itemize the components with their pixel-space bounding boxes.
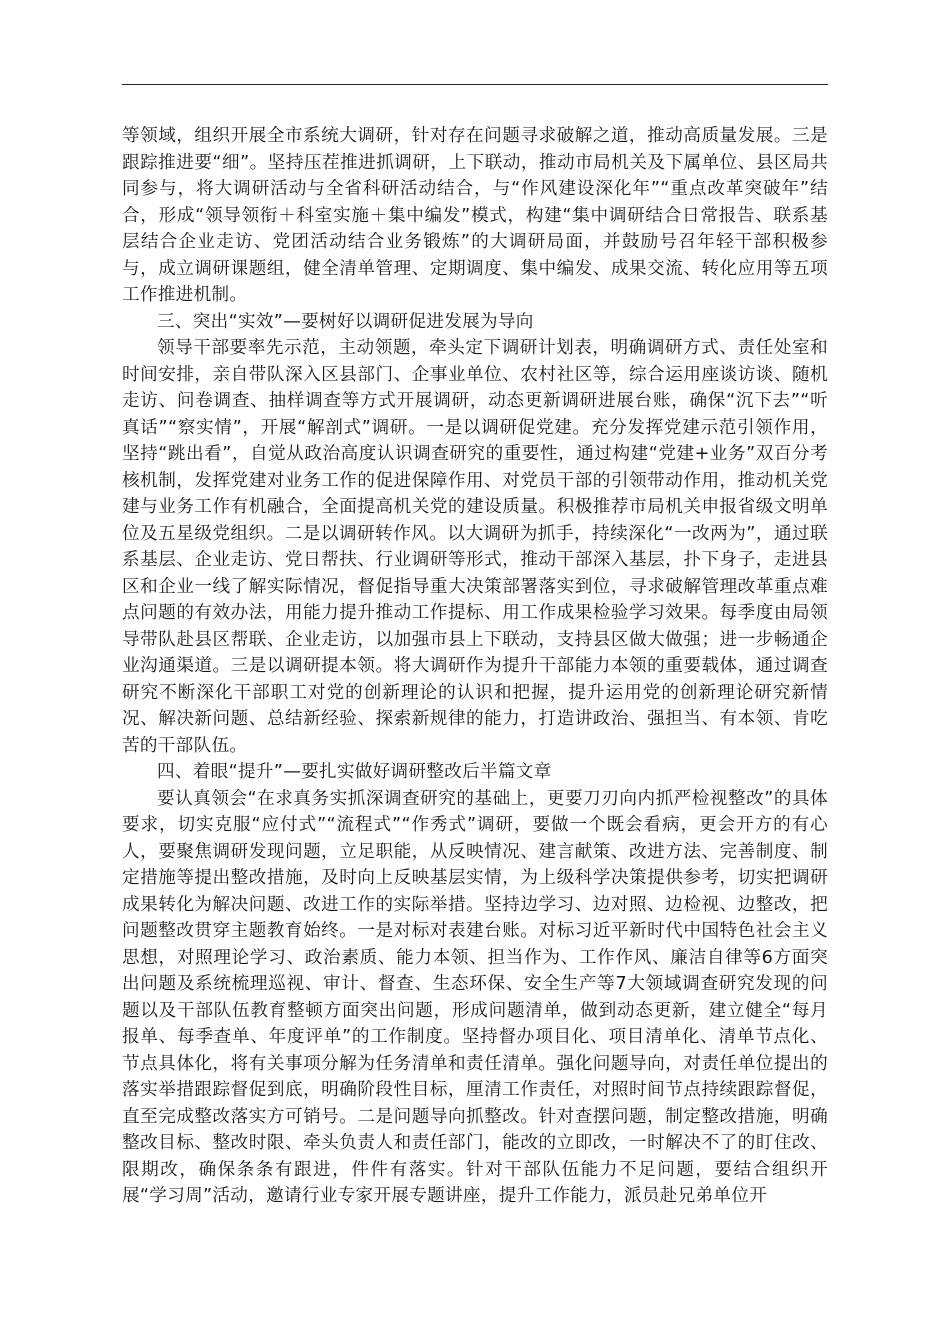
- body-paragraph: 要认真领会“在求真务实抓深调查研究的基础上，更要刀刃向内抓严检视整改”的具体要求，切实克服“应付式”“流程式”“作秀式”调研，要做一个既会看病，更会开方的有心人，要聚焦调研发现问题，立足职能，从反映情况、建言献策、改进方法、完善制度、制定措施等提出整改措施，及时向上反映基层实情，为上级科学决策提供参考，切实把调研成果转化为解决问题、改进工作的实际举措。坚持边学习、边对照、边检视、边整改，把问题整改贯穿主题教育始终。一是对标对表建台账。对标习近平新时代中国特色社会主义思想，对照理论学习、政治素质、能力本领、担当作为、工作作风、廉洁自律等6方面突出问题及系统梳理巡视、审计、督查、生态环保、安全生产等7大领域调查研究发现的问题以及干部队伍教育整顿方面突出问题，形成问题清单，做到动态更新，建立健全“每月报单、每季查单、年度评单”的工作制度。坚持督办项目化、项目清单化、清单节点化、节点具体化，将有关事项分解为任务清单和责任清单。强化问题导向，对责任单位提出的落实举措跟踪督促到底，明确阶段性目标，厘清工作责任，对照时间节点持续跟踪督促，直至完成整改落实方可销号。二是问题导向抓整改。针对查摆问题，制定整改措施，明确整改目标、整改时限、牵头负责人和责任部门，能改的立即改，一时解决不了的盯住改、限期改，确保条条有跟进，件件有落实。针对干部队伍能力不足问题，要结合组织开展“学习周”活动，邀请行业专家开展专题讲座，提升工作能力，派员赴兄弟单位开: [122, 788, 828, 1206]
- section-heading-3: 三、突出“实效”—要树好以调研促进发展为导向: [157, 311, 534, 332]
- section-heading-4: 四、着眼“提升”—要扎实做好调研整改后半篇文章: [157, 762, 552, 782]
- body-paragraph: 等领域，组织开展全市系统大调研，针对存在问题寻求破解之道，推动高质量发展。三是跟踪推进要“细”。坚持压茬推进抓调研，上下联动，推动市局机关及下属单位、县区局共同参与，将大调研活动与全省科研活动结合，与“作风建设深化年”“重点改革突破年”结合，形成“领导领衔＋科室实施＋集中编发”模式，构建“集中调研结合日常报告、联系基层结合企业走访、党团活动结合业务锻炼”的大调研局面，并鼓励号召年轻干部积极参与，成立调研课题组，健全清单管理、定期调度、集中编发、成果交流、转化应用等五项工作推进机制。: [122, 126, 828, 305]
- body-paragraph: 领导干部要率先示范，主动领题，牵头定下调研计划表，明确调研方式、责任处室和时间安排，亲自带队深入区县部门、企事业单位、农村社区等，综合运用座谈访谈、随机走访、问卷调查、抽样调查等方式开展调研，动态更新调研进展台账，确保“沉下去”“听真话”“察实情”，开展“解剖式”调研。一是以调研促党建。充分发挥党建示范引领作用，坚持“跳出看”，自觉从政治高度认识调查研究的重要性，通过构建“党建+业务”双百分考核机制，发挥党建对业务工作的促进保障作用、对党员干部的引领带动作用，推动机关党建与业务工作有机融合，全面提高机关党的建设质量。积极推荐市局机关申报省级文明单位及五星级党组织。二是以调研转作风。以大调研为抓手，持续深化“一改两为”，通过联系基层、企业走访、党日帮扶、行业调研等形式，推动干部深入基层，扑下身子，走进县区和企业一线了解实际情况，督促指导重大决策部署落实到位，寻求破解管理改革重点难点问题的有效办法，用能力提升推动工作提标、用工作成果检验学习效果。每季度由局领导带队赴县区帮联、企业走访，以加强市县上下联动，支持县区做大做强；进一步畅通企业沟通渠道。三是以调研提本领。将大调研作为提升干部能力本领的重要载体，通过调查研究不断深化干部职工对党的创新理论的认识和把握，提升运用党的创新理论研究新情况、解决新问题、总结新经验、探索新规律的能力，打造讲政治、强担当、有本领、肯吃苦的干部队伍。: [122, 338, 828, 756]
- header-divider: [122, 84, 828, 85]
- document-body: [122, 123, 828, 1210]
